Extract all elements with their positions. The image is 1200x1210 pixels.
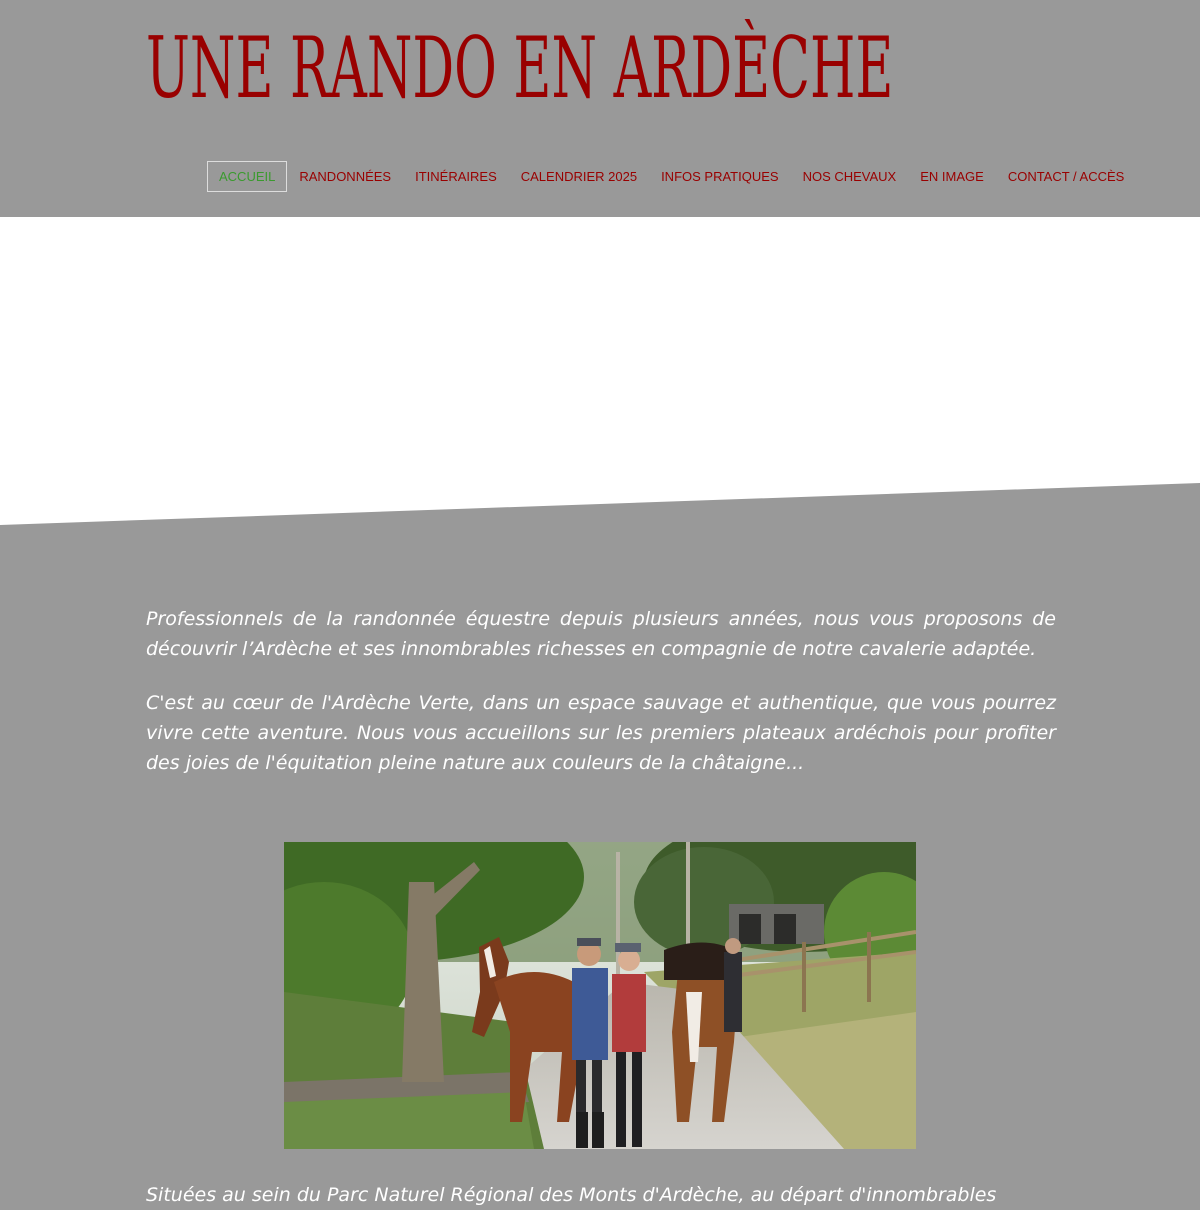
nav-item-en-image[interactable]: EN IMAGE: [920, 169, 984, 184]
nav-item-accueil[interactable]: ACCUEIL: [207, 161, 287, 192]
site-title[interactable]: UNE RANDO EN ARDÈCHE: [146, 19, 894, 117]
nav-item-randonnees[interactable]: RANDONNÉES: [299, 169, 392, 184]
nav-item-calendrier[interactable]: CALENDRIER 2025: [520, 169, 638, 184]
nav-item-nos-chevaux[interactable]: NOS CHEVAUX: [802, 169, 897, 184]
partial-paragraph: Situées au sein du Parc Naturel Régional des Monts d'Ardèche, au départ d'innombrables: [146, 1184, 997, 1206]
intro-text: [146, 604, 1056, 802]
photo-riders-with-horses: [284, 842, 916, 1149]
site-header: [0, 0, 1200, 217]
nav-item-infos-pratiques[interactable]: INFOS PRATIQUES: [661, 169, 779, 184]
intro-paragraph: Professionnels de la randonnée équestre depuis plusieurs années, nous vous proposons de découvrir l’Ardèche et ses innombrables richesses en compagnie de notre cavalerie adaptée.: [146, 608, 1056, 660]
nav-item-itineraires[interactable]: ITINÉRAIRES: [415, 169, 497, 184]
nav-item-contact[interactable]: CONTACT / ACCÈS: [1007, 169, 1125, 184]
photo-illustration: [284, 842, 916, 1149]
hero-banner: [0, 217, 1200, 527]
main-nav: [207, 161, 1136, 192]
hero-slanted-shape: [0, 217, 1200, 527]
intro-paragraph: C'est au cœur de l'Ardèche Verte, dans un espace sauvage et authentique, que vous pourrez vivre cette aventure. Nous vous accueillons sur les premiers plateaux ardéchois pour profiter des joies de l'équitation pleine nature aux couleurs de la châtaigne...: [146, 692, 1056, 774]
